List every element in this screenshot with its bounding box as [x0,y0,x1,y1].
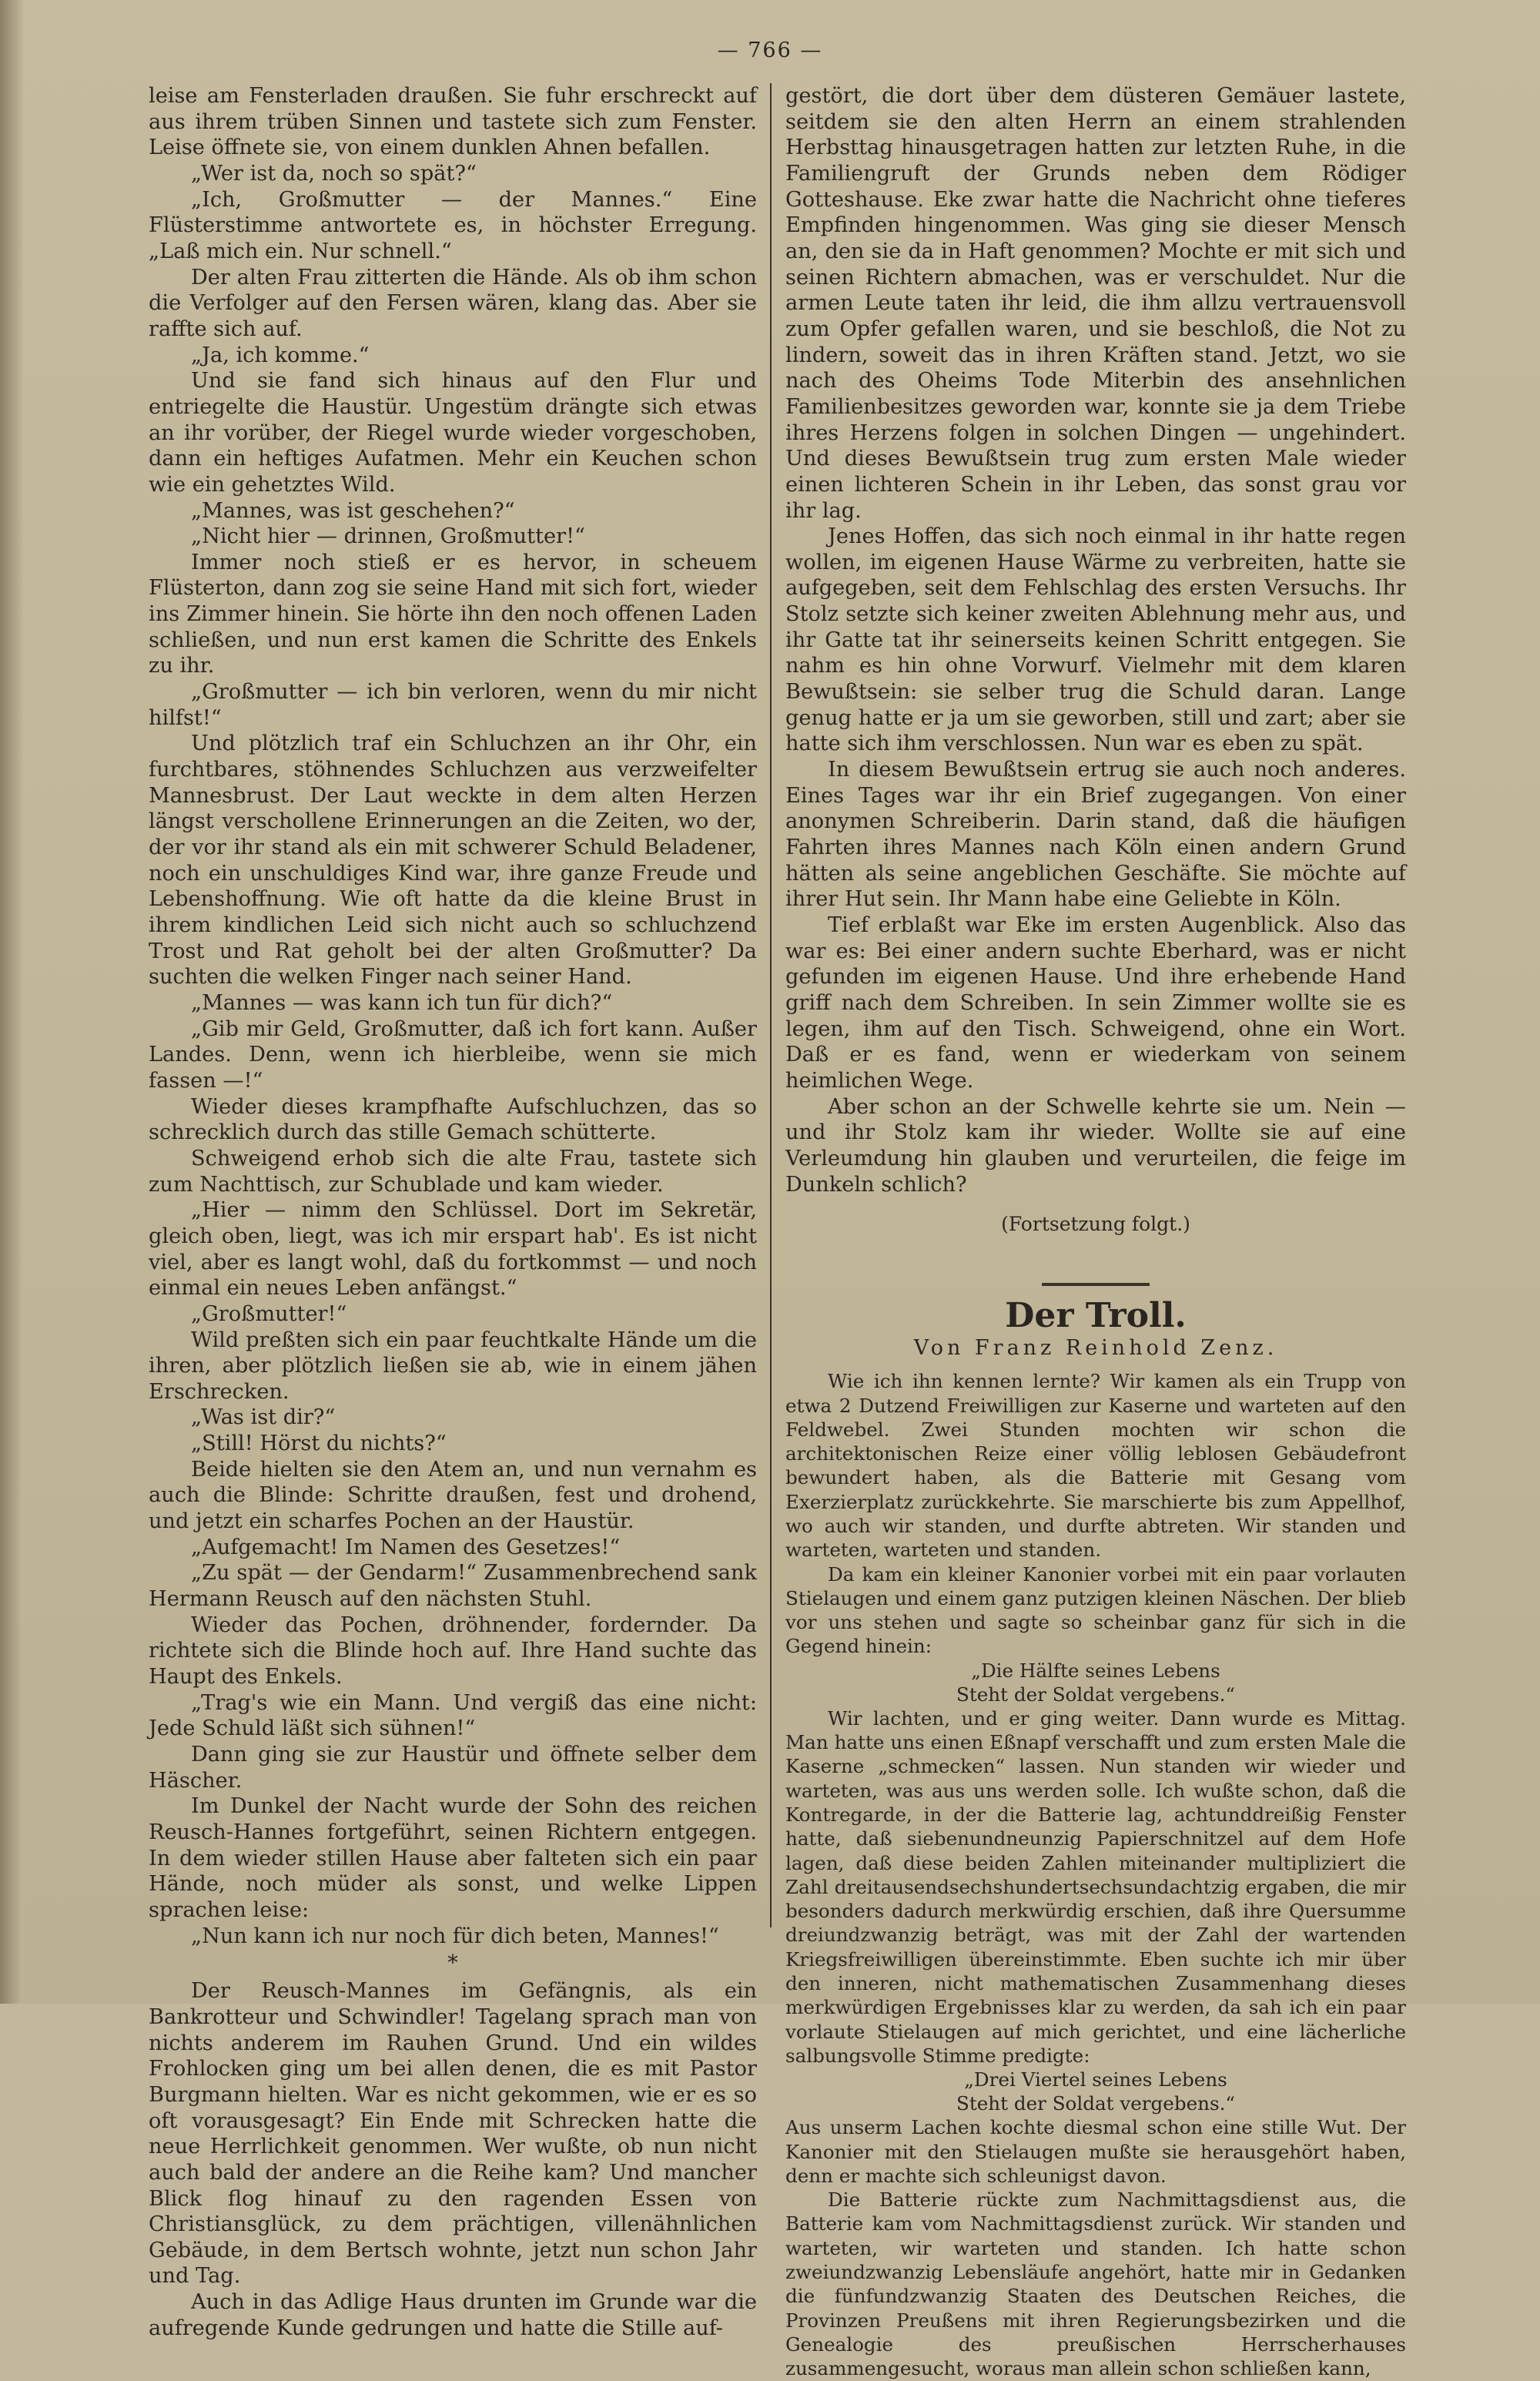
left-column [149,83,757,2340]
verse-line: „Drei Viertel seines Lebens [964,2068,1227,2091]
verse-line: Steht der Soldat vergebens.“ [956,1683,1235,1706]
paragraph: „Mannes, was ist geschehen?“ [191,498,515,523]
verse-line: Steht der Soldat vergebens.“ [956,2092,1235,2115]
paragraph: „Trag's wie ein Mann. Und vergiß das eine nicht: Jede Schuld läßt sich sühnen!“ [149,1690,757,1741]
right-column [785,83,1406,2380]
paragraph: Aus unserm Lachen kochte diesmal schon eine stille Wut. Der Kanonier mit den Stielaugen mußte sie herausgehört haben, denn er machte sich schleunigst davon. [785,2116,1406,2187]
paragraph: Wieder dieses krampfhafte Aufschluchzen, das so schrecklich durch das stille Gemach schütterte. [149,1094,757,1145]
paragraph: Wie ich ihn kennen lernte? Wir kamen als ein Trupp von etwa 2 Dutzend Freiwilligen zur Kaserne und warteten auf den Feldwebel. Zwei Stunden mochten wir schon die architektonischen Reize einer völlig leblosen Gebäudefront bewundert haben, als die Batterie mit Gesang vom Exerzierplatz zurückkehrte. Sie marschierte bis zum Appellhof, wo auch wir standen, und durfte abtreten. Wir standen und warteten, warteten und standen. [785,1370,1406,1562]
paragraph: Wieder das Pochen, dröhnender, fordernder. Da richtete sich die Blinde hoch auf. Ihre Hand suchte das Haupt des Enkels. [149,1612,757,1689]
paragraph: Der alten Frau zitterten die Hände. Als ob ihm schon die Verfolger auf den Fersen wären, klang das. Aber sie raffte sich auf. [149,265,757,341]
paragraph: „Nun kann ich nur noch für dich beten, Mannes!“ [191,1924,719,1948]
paragraph: Und plötzlich traf ein Schluchzen an ihr Ohr, ein furchtbares, stöhnendes Schluchzen aus verzweifelter Mannesbrust. Der Laut weckte in dem alten Herzen längst verschollene Erinnerungen an die Zeiten, wo der, der vor ihr stand als ein mit schwerer Schuld Beladener, noch ein unschuldiges Kind war, ihre ganze Freude und Lebenshoffnung. Wie oft hatte da die kleine Brust in ihrem kindlichen Leid sich nicht auch so schluchzend Trost und Rat geholt bei der alten Großmutter? Da suchten die welken Finger nach seiner Hand. [149,732,757,990]
paragraph: Wir lachten, und er ging weiter. Dann wurde es Mittag. Man hatte uns einen Eßnapf verschafft und zum ersten Male die Kaserne „schmecken“ lassen. Nun standen wir wieder und warteten, was aus uns werden solle. Ich wußte schon, daß die Kontregarde, in der die Batterie lag, achtunddreißig Fenster hatte, daß siebenundneunzig Papierschnitzel auf dem Hofe lagen, daß diese beiden Zahlen miteinander multipliziert die Zahl dreitausendsechshundertsechsundachtzig ergaben, die mir besonders dadurch merkwürdig erschien, daß ihre Quersumme dreiundzwanzig beträgt, was mit der Zahl der wartenden Kriegsfreiwilligen übereinstimmte. Eben suchte ich mir über den inneren, nicht mathematischen Zusammenhang dieses merkwürdigen Ergebnisses klar zu werden, da sah ich ein paar vorlaute Stielaugen auf mich gerichtet, und eine lächerliche salbungsvolle Stimme predigte: [785,1706,1406,2067]
paragraph: „Nicht hier — drinnen, Großmutter!“ [191,524,585,549]
paragraph: Aber schon an der Schwelle kehrte sie um. Nein — und ihr Stolz kam ihr wieder. Wollte sie auf eine Verleumdung hin glauben und verurteilen, die feige im Dunkeln schlich? [785,1094,1406,1197]
paragraph: „Still! Hörst du nichts?“ [191,1432,447,1456]
paragraph: Der Reusch-Mannes im Gefängnis, als ein Bankrotteur und Schwindler! Tagelang sprach man von nichts anderem im Rauhen Grund. Und ein wildes Frohlocken ging um bei allen denen, die es mit Pastor Burgmann hielten. War es nicht gekommen, wie er es so oft vorausgesagt? Ein Ende mit Schrecken hatte die neue Herrlichkeit genommen. Wer wußte, ob nun nicht auch bald der andere an die Reihe kam? Und mancher Blick flog hinauf zu den ragenden Essen von Christiansglück, zu dem prächtigen, villenähnlichen Gebäude, in dem Bertsch wohnte, jetzt nun schon Jahr und Tag. [149,1979,757,2289]
paragraph: Wild preßten sich ein paar feuchtkalte Hände um die ihren, aber plötzlich ließen sie ab, wie in einem jähen Erschrecken. [149,1328,757,1404]
continuation-note: (Fortsetzung folgt.) [1001,1213,1190,1236]
paragraph: „Mannes — was kann ich tun für dich?“ [191,990,613,1015]
paragraph: Tief erblaßt war Eke im ersten Augenblick. Also das war es: Bei einer andern suchte Eberhard, was er nicht gefunden im eigenen Hause. Und ihre erhebende Hand griff nach dem Schreiben. In sein Zimmer wollte sie es legen, ihm auf den Tisch. Schweigend, ohne ein Wort. Daß er es fand, wenn er wiederkam von seinem heimlichen Wege. [785,913,1406,1093]
paragraph: „Gib mir Geld, Großmutter, daß ich fort kann. Außer Landes. Denn, wenn ich hierbleibe, wenn sie mich fassen —!“ [149,1016,757,1093]
title-ornament-rule [1042,1283,1150,1286]
page-edge-shadow [0,0,23,2004]
paragraph: „Was ist dir?“ [191,1405,336,1430]
column-divider [770,83,772,1927]
page-number: — 766 — [717,39,823,62]
section-separator: * [447,1951,458,1976]
story-title: Der Troll. [1005,1296,1187,1336]
paragraph: Auch in das Adlige Haus drunten im Grunde war die aufregende Kunde gedrungen und hatte die Stille auf- [149,2290,757,2340]
paragraph: „Aufgemacht! Im Namen des Gesetzes!“ [191,1535,621,1559]
paragraph: Schweigend erhob sich die alte Frau, tastete sich zum Nachttisch, zur Schublade und kam wieder. [149,1146,757,1197]
paragraph: „Wer ist da, noch so spät?“ [191,161,477,186]
paragraph: „Hier — nimm den Schlüssel. Dort im Sekretär, gleich oben, liegt, was ich mir erspart hab'. Es ist nicht viel, aber es langt wohl, daß du fortkommst — und noch einmal ein neues Leben anfängst.“ [149,1198,757,1301]
paragraph: „Zu spät — der Gendarm!“ Zusammenbrechend sank Hermann Reusch auf den nächsten Stuhl. [149,1561,757,1612]
paragraph: „Großmutter!“ [191,1301,347,1326]
paragraph: Und sie fand sich hinaus auf den Flur und entriegelte die Haustür. Ungestüm drängte sich etwas an ihr vorüber, der Riegel wurde wieder vorgeschoben, dann ein heftiges Aufatmen. Mehr ein Keuchen schon wie ein gehetztes Wild. [149,369,757,497]
paragraph: Beide hielten sie den Atem an, und nun vernahm es auch die Blinde: Schritte draußen, fest und drohend, und jetzt ein scharfes Pochen an der Haustür. [149,1457,757,1534]
paragraph: „Ich, Großmutter — der Mannes.“ Eine Flüsterstimme antwortete es, in höchster Erregung. „Laß mich ein. Nur schnell.“ [149,187,757,263]
paragraph: Dann ging sie zur Haustür und öffnete selber dem Häscher. [149,1743,757,1793]
right-column-text [785,83,1406,1197]
paragraph: „Ja, ich komme.“ [191,343,370,367]
paragraph: Jenes Hoffen, das sich noch einmal in ihr hatte regen wollen, im eigenen Hause Wärme zu verbreiten, hatte sie aufgegeben, seit dem Fehlschlag des ersten Versuchs. Ihr Stolz setzte sich keiner zweiten Ablehnung mehr aus, und ihr Gatte tat ihr seinerseits keinen Schritt entgegen. Sie nahm es hin ohne Vorwurf. Vielmehr mit dem klaren Bewußtsein: sie selber trug die Schuld daran. Lange genug hatte er ja um sie geworben, still und zart; aber sie hatte sich ihm verschlossen. Nun war es eben zu spät. [785,524,1406,756]
paragraph: leise am Fensterladen draußen. Sie fuhr erschreckt auf aus ihrem trüben Sinnen und tastete sich zum Fenster. Leise öffnete sie, von einem dunklen Ahnen befallen. [149,84,757,160]
paragraph: Da kam ein kleiner Kanonier vorbei mit ein paar vorlauten Stielaugen und einem ganz putzigen kleinen Näschen. Der blieb vor uns stehen und sagte so scheinbar ganz für sich in die Gegend hinein: [785,1562,1406,1658]
paragraph: Immer noch stieß er es hervor, in scheuem Flüsterton, dann zog sie seine Hand mit sich fort, wieder ins Zimmer hinein. Sie hörte ihn den noch offenen Laden schließen, und nun erst kamen die Schritte des Enkels zu ihr. [149,550,757,678]
paragraph: In diesem Bewußtsein ertrug sie auch noch anderes. Eines Tages war ihr ein Brief zugegangen. Von einer anonymen Schreiberin. Darin stand, daß die häufigen Fahrten ihres Mannes nach Köln einen andern Grund hätten als seine angeblichen Geschäfte. Sie möchte auf ihrer Hut sein. Ihr Mann habe eine Geliebte in Köln. [785,758,1406,912]
story-author: Von Franz Reinhold Zenz. [913,1336,1278,1361]
paragraph: Im Dunkel der Nacht wurde der Sohn des reichen Reusch-Hannes fortgeführt, seinen Richtern entgegen. In dem wieder stillen Hause aber falteten sich ein paar Hände, noch müder als sonst, und welke Lippen sprachen leise: [149,1794,757,1922]
paragraph: Die Batterie rückte zum Nachmittagsdienst aus, die Batterie kam vom Nachmittagsdienst zurück. Wir standen und warteten, wir warteten und standen. Ich hatte schon zweiundzwanzig Lebensläufe angehört, hatte mir in Gedanken die fünfundzwanzig Staaten des Deutschen Reiches, die Provinzen Preußens mit ihren Regierungsbezirken und die Genealogie des preußischen Herrscherhauses zusammengesucht, woraus man allein schon schließen kann, [785,2188,1406,2380]
verse-line: „Die Hälfte seines Lebens [971,1659,1220,1682]
story-body [785,1369,1406,2380]
paragraph: gestört, die dort über dem düsteren Gemäuer lastete, seitdem sie den alten Herrn an einem strahlenden Herbsttag hinausgetragen hatten zur letzten Ruhe, in die Familiengruft der Grunds neben dem Rödiger Gotteshause. Eke zwar hatte die Nachricht ohne tieferes Empfinden hingenommen. Was ging sie dieser Mensch an, den sie da in Haft genommen? Mochte er mit sich und seinen Richtern abmachen, was er verschuldet. Nur die armen Leute taten ihr leid, die ihm allzu vertrauensvoll zum Opfer gefallen waren, und sie beschloß, die Not zu lindern, soweit das in ihren Kräften stand. Jetzt, wo sie nach des Oheims Tode Miterbin des ansehnlichen Familienbesitzes geworden war, konnte sie ja dem Triebe ihres Herzens folgen in solchen Dingen — ungehindert. Und dieses Bewußtsein trug zum ersten Male wieder einen lichteren Schein in ihr Leben, das sonst grau vor ihr lag. [785,84,1406,523]
paragraph: „Großmutter — ich bin verloren, wenn du mir nicht hilfst!“ [149,680,757,730]
